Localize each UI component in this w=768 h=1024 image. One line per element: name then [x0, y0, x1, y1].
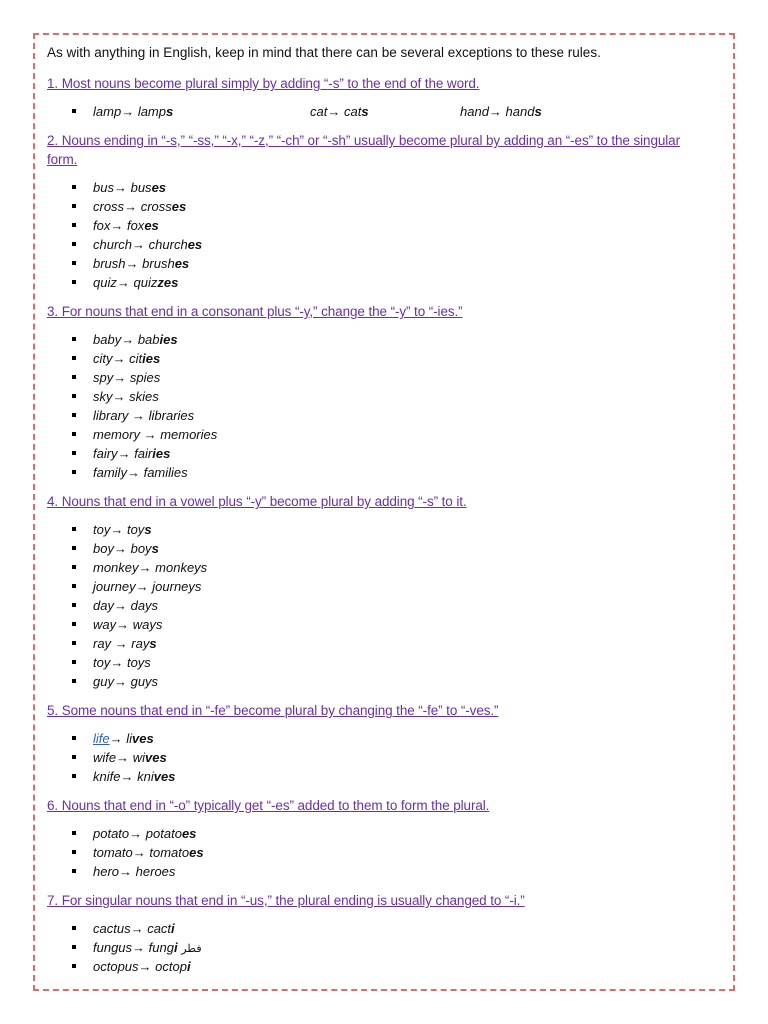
plural-word: guys	[130, 674, 159, 689]
singular-word: family	[93, 465, 127, 480]
plural-word: families	[143, 465, 188, 480]
list-item	[47, 596, 737, 615]
arrow-icon: →	[132, 408, 146, 423]
section-4	[47, 492, 737, 691]
arrow-icon: →	[124, 199, 138, 214]
arrow-icon: →	[120, 769, 134, 784]
word-list	[47, 824, 737, 881]
singular-word: library	[93, 408, 133, 423]
list-item	[47, 824, 737, 843]
singular-word: city	[93, 351, 113, 366]
plural-word: toys	[126, 655, 151, 670]
section-2	[47, 131, 737, 292]
arrow-icon: →	[117, 446, 131, 461]
plural-word: fair	[134, 446, 153, 461]
singular-word: fairy	[93, 446, 118, 461]
plural-word: toy	[126, 522, 145, 537]
plural-suffix: ies	[142, 351, 161, 366]
singular-word: tomato	[93, 845, 133, 860]
section-heading: 5. Some nouns that end in “-fe” become plural by changing the “-fe” to “-ves.”	[47, 703, 499, 718]
arrow-icon: →	[143, 427, 157, 442]
plural-suffix: i	[186, 959, 191, 974]
list-item	[47, 197, 737, 216]
list-item	[47, 425, 737, 444]
arrow-icon: →	[138, 959, 152, 974]
list-item	[47, 273, 737, 292]
plural-word: brush	[142, 256, 175, 271]
arrow-icon: →	[125, 256, 139, 271]
plural-suffix: ies	[159, 332, 178, 347]
plural-word: tomato	[149, 845, 190, 860]
plural-suffix: s	[144, 522, 152, 537]
singular-word: guy	[93, 674, 114, 689]
plural-suffix: es	[171, 199, 187, 214]
list-item	[47, 387, 737, 406]
list-item	[47, 672, 737, 691]
arrow-icon: →	[112, 351, 126, 366]
plural-suffix: ves	[145, 750, 167, 765]
arrow-icon: →	[488, 104, 502, 119]
singular-word: knife	[93, 769, 121, 784]
singular-word: monkey	[93, 560, 139, 575]
plural-word: cit	[129, 351, 143, 366]
singular-word: boy	[93, 541, 114, 556]
plural-word: monkeys	[155, 560, 208, 575]
word-list	[47, 520, 737, 691]
plural-suffix: es	[181, 826, 197, 841]
arrow-icon: →	[121, 104, 135, 119]
plural-word: lamp	[137, 104, 166, 119]
singular-word: brush	[93, 256, 126, 271]
arrow-icon: →	[126, 465, 140, 480]
arrow-icon: →	[116, 750, 130, 765]
plural-suffix: es	[189, 845, 204, 860]
arrow-icon: →	[113, 674, 127, 689]
plural-word: spies	[129, 370, 161, 385]
list-item	[47, 235, 737, 254]
arrow-icon: →	[132, 845, 146, 860]
word-list	[47, 919, 737, 976]
plural-word: skies	[129, 389, 159, 404]
arrow-icon: →	[135, 579, 149, 594]
arrow-icon: →	[129, 826, 143, 841]
singular-word: cross	[93, 199, 125, 214]
plural-word: libraries	[148, 408, 195, 423]
singular-word: fungus	[93, 940, 133, 955]
singular-word: spy	[93, 370, 114, 385]
plural-word: church	[148, 237, 188, 252]
arrow-icon: →	[121, 332, 135, 347]
arrow-icon: →	[327, 104, 341, 119]
plural-suffix: es	[144, 218, 159, 233]
section-1	[47, 74, 737, 121]
section-heading: 7. For singular nouns that end in “-us,” the plural ending is usually changed to “-i.”	[47, 893, 525, 908]
arrow-icon: →	[113, 541, 127, 556]
singular-word: church	[93, 237, 133, 252]
arrow-icon: →	[110, 655, 124, 670]
plural-word: octop	[155, 959, 187, 974]
word-list	[47, 729, 737, 786]
plural-suffix: s	[166, 104, 174, 119]
list-item	[47, 767, 737, 786]
list-item	[47, 178, 737, 197]
plural-suffix: s	[149, 636, 157, 651]
plural-suffix: i	[173, 940, 178, 955]
list-item	[47, 558, 737, 577]
plural-word: cact	[147, 921, 172, 936]
arrow-icon: →	[138, 560, 152, 575]
arrow-icon: →	[132, 940, 146, 955]
plural-suffix: s	[151, 541, 159, 556]
plural-word: journeys	[152, 579, 202, 594]
singular-word: day	[93, 598, 114, 613]
plural-word: fung	[148, 940, 174, 955]
list-item	[47, 919, 737, 938]
plural-suffix: s	[534, 104, 542, 119]
arrow-icon: →	[119, 864, 133, 879]
plural-word: fox	[126, 218, 145, 233]
plural-suffix: i	[171, 921, 175, 936]
list-item	[47, 406, 737, 425]
plural-word: memories	[160, 427, 218, 442]
list-item	[47, 444, 737, 463]
plural-suffix: es	[174, 256, 190, 271]
list-item	[47, 729, 737, 748]
plural-word: ray	[131, 636, 150, 651]
list-item	[47, 102, 737, 121]
plural-word: ways	[132, 617, 163, 632]
list-item	[47, 615, 737, 634]
arrow-icon: →	[109, 731, 123, 746]
plural-word: hand	[505, 104, 535, 119]
section-3	[47, 302, 737, 482]
list-item	[47, 216, 737, 235]
plural-word: boy	[130, 541, 152, 556]
singular-word: hero	[93, 864, 120, 879]
arrow-icon: →	[130, 921, 144, 936]
list-item	[47, 843, 737, 862]
plural-word: li	[126, 731, 133, 746]
translation-note: فطر	[181, 943, 202, 955]
list-item	[47, 463, 737, 482]
singular-word: toy	[93, 655, 111, 670]
arrow-icon: →	[132, 237, 146, 252]
arrow-icon: →	[113, 370, 127, 385]
list-item	[47, 577, 737, 596]
singular-word: journey	[93, 579, 136, 594]
singular-word: baby	[93, 332, 122, 347]
section-heading: 1. Most nouns become plural simply by adding “-s” to the end of the word.	[47, 76, 480, 91]
list-item	[47, 938, 737, 957]
plural-suffix: ies	[152, 446, 171, 461]
plural-word: quiz	[133, 275, 158, 290]
singular-word: sky	[93, 389, 113, 404]
plural-word: potato	[145, 826, 182, 841]
arrow-icon: →	[116, 275, 130, 290]
plural-suffix: es	[151, 180, 167, 195]
arrow-icon: →	[110, 522, 124, 537]
arrow-icon: →	[110, 218, 124, 233]
arrow-icon: →	[114, 636, 128, 651]
singular-word: toy	[93, 522, 111, 537]
list-item	[47, 957, 737, 976]
list-item	[47, 634, 737, 653]
arrow-icon: →	[113, 180, 127, 195]
singular-word: way	[93, 617, 117, 632]
singular-word: ray	[93, 636, 115, 651]
arrow-icon: →	[113, 598, 127, 613]
plural-word: cat	[343, 104, 362, 119]
plural-suffix: s	[361, 104, 369, 119]
singular-word: memory	[93, 427, 144, 442]
section-6	[47, 796, 737, 881]
list-item	[47, 862, 737, 881]
plural-word: bab	[137, 332, 160, 347]
plural-word: bus	[130, 180, 152, 195]
word-list	[47, 330, 737, 482]
word-list	[47, 178, 737, 292]
section-5	[47, 701, 737, 786]
word-list	[47, 102, 737, 121]
word-link[interactable]: life	[93, 731, 110, 746]
singular-word: cat	[310, 104, 328, 119]
plural-suffix: es	[187, 237, 203, 252]
singular-word: hand	[460, 104, 489, 119]
document-body	[47, 40, 737, 976]
singular-word: fox	[93, 218, 111, 233]
section-heading: 2. Nouns ending in “-s,” “-ss,” “-x,” “-z,” “-ch” or “-sh” usually become plural by adding an “-es” to the singular form.	[47, 133, 680, 167]
section-heading: 4. Nouns that end in a vowel plus “-y” become plural by adding “-s” to it.	[47, 494, 467, 509]
plural-word: days	[130, 598, 159, 613]
arrow-icon: →	[116, 617, 130, 632]
plural-word: heroes	[135, 864, 176, 879]
list-item	[47, 349, 737, 368]
list-item	[47, 330, 737, 349]
arrow-icon: →	[112, 389, 126, 404]
section-heading: 6. Nouns that end in “-o” typically get “-es” added to them to form the plural.	[47, 798, 490, 813]
plural-suffix: ves	[153, 769, 176, 784]
singular-word: lamp	[93, 104, 122, 119]
plural-word: kni	[137, 769, 154, 784]
singular-word: bus	[93, 180, 114, 195]
list-item	[47, 368, 737, 387]
plural-word: wi	[132, 750, 146, 765]
list-item	[47, 520, 737, 539]
plural-suffix: ves	[132, 731, 154, 746]
list-item	[47, 748, 737, 767]
plural-word: cross	[140, 199, 172, 214]
list-item	[47, 539, 737, 558]
singular-word: wife	[93, 750, 117, 765]
list-item	[47, 254, 737, 273]
singular-word: potato	[93, 826, 130, 841]
singular-word: cactus	[93, 921, 131, 936]
section-7	[47, 891, 737, 976]
plural-suffix: zes	[157, 275, 179, 290]
singular-word: quiz	[93, 275, 117, 290]
intro-text: As with anything in English, keep in mind that there can be several exceptions to these rules.	[47, 45, 601, 60]
list-item	[47, 653, 737, 672]
section-heading: 3. For nouns that end in a consonant plus “-y,” change the “-y” to “-ies.”	[47, 304, 463, 319]
singular-word: octopus	[93, 959, 139, 974]
